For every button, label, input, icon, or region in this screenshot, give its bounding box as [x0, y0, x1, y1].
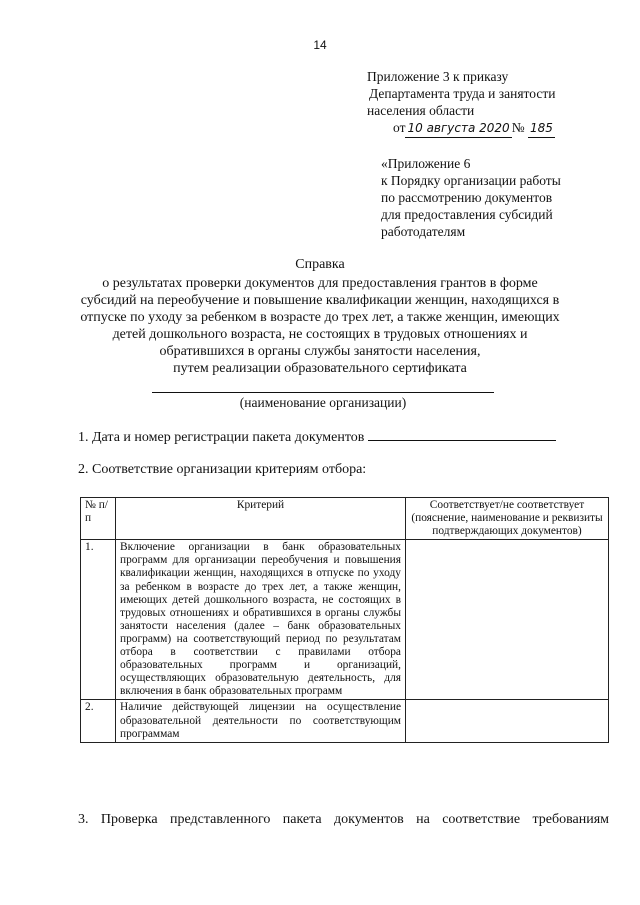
document-check-item: 3. Проверка представленного пакета документов на соответствие требованиям [78, 812, 609, 827]
header-criterion: Критерий [116, 498, 406, 540]
appendix6-line2: к Порядку организации работы [381, 173, 561, 188]
table-row [81, 540, 609, 700]
subtitle-line: отпуске по уходу за ребенком в возрасте до трех лет, а также женщин, имеющих [80, 310, 560, 325]
table-row [81, 700, 609, 742]
subtitle-line: путем реализации образовательного сертификата [173, 361, 467, 376]
organization-name-line [152, 392, 494, 393]
table-header-row [81, 498, 609, 540]
order-prefix: от [393, 120, 406, 135]
header-compliance: Соответствует/не соответствует (пояснение, наименование и реквизиты подтверждающих документов) [406, 498, 609, 540]
organization-name-caption: (наименование организации) [239, 395, 407, 410]
order-line [367, 119, 555, 138]
appendix3-block [367, 68, 555, 138]
page-number: 14 [313, 38, 327, 52]
document-title: Справка [295, 257, 345, 272]
criteria-table [80, 497, 609, 743]
row-criterion: Наличие действующей лицензии на осуществление образовательной деятельности по соответствующим программам [116, 700, 406, 742]
header-num: № п/п [81, 498, 116, 540]
row-compliance [406, 540, 609, 700]
registration-label: 1. Дата и номер регистрации пакета документов [78, 430, 365, 445]
row-compliance [406, 700, 609, 742]
order-number-label: № [511, 120, 525, 135]
subtitle-line: субсидий на переобучение и повышение квалификации женщин, находящихся в [80, 293, 560, 308]
criteria-heading: 2. Соответствие организации критериям отбора: [78, 462, 367, 477]
appendix3-line3: населения области [367, 103, 475, 118]
handwritten-order-date: 10 августа 2020 [405, 120, 511, 138]
appendix6-line1: «Приложение 6 [381, 156, 471, 171]
subtitle-line: обратившихся в органы службы занятости населения, [159, 344, 481, 359]
appendix6-line4: для предоставления субсидий [381, 207, 553, 222]
appendix3-line1: Приложение 3 к приказу [367, 69, 509, 84]
row-num: 2. [81, 700, 116, 742]
registration-item [78, 428, 556, 446]
document-subtitle [60, 275, 580, 377]
appendix6-line3: по рассмотрению документов [381, 190, 553, 205]
appendix6-line5: работодателям [381, 224, 466, 239]
subtitle-line: детей дошкольного возраста, не состоящих в трудовых отношениях и [112, 327, 528, 342]
row-num: 1. [81, 540, 116, 700]
handwritten-order-number: 185 [528, 120, 555, 138]
row-criterion: Включение организации в банк образовательных программ для организации переобучения и повышения квалификации женщин, находящихся в отпуске по уходу за ребенком в возрасте до трех лет, а также женщин, имеющих детей дошкольного возраста, не состоящих в трудовых отношениях и обратившихся в органы службы занятости населения (далее – банк образовательных программ) на соответствующий период по результатам отбора в соответствии с правилами отбора образовательных программ и организаций, осуществляющих образовательную деятельность, для включения в банк образовательных программ [116, 540, 406, 700]
subtitle-line: о результатах проверки документов для предоставления грантов в форме [102, 276, 538, 291]
appendix3-line2: Департамента труда и занятости [369, 86, 556, 101]
registration-blank [368, 428, 556, 441]
appendix6-block [381, 155, 561, 240]
